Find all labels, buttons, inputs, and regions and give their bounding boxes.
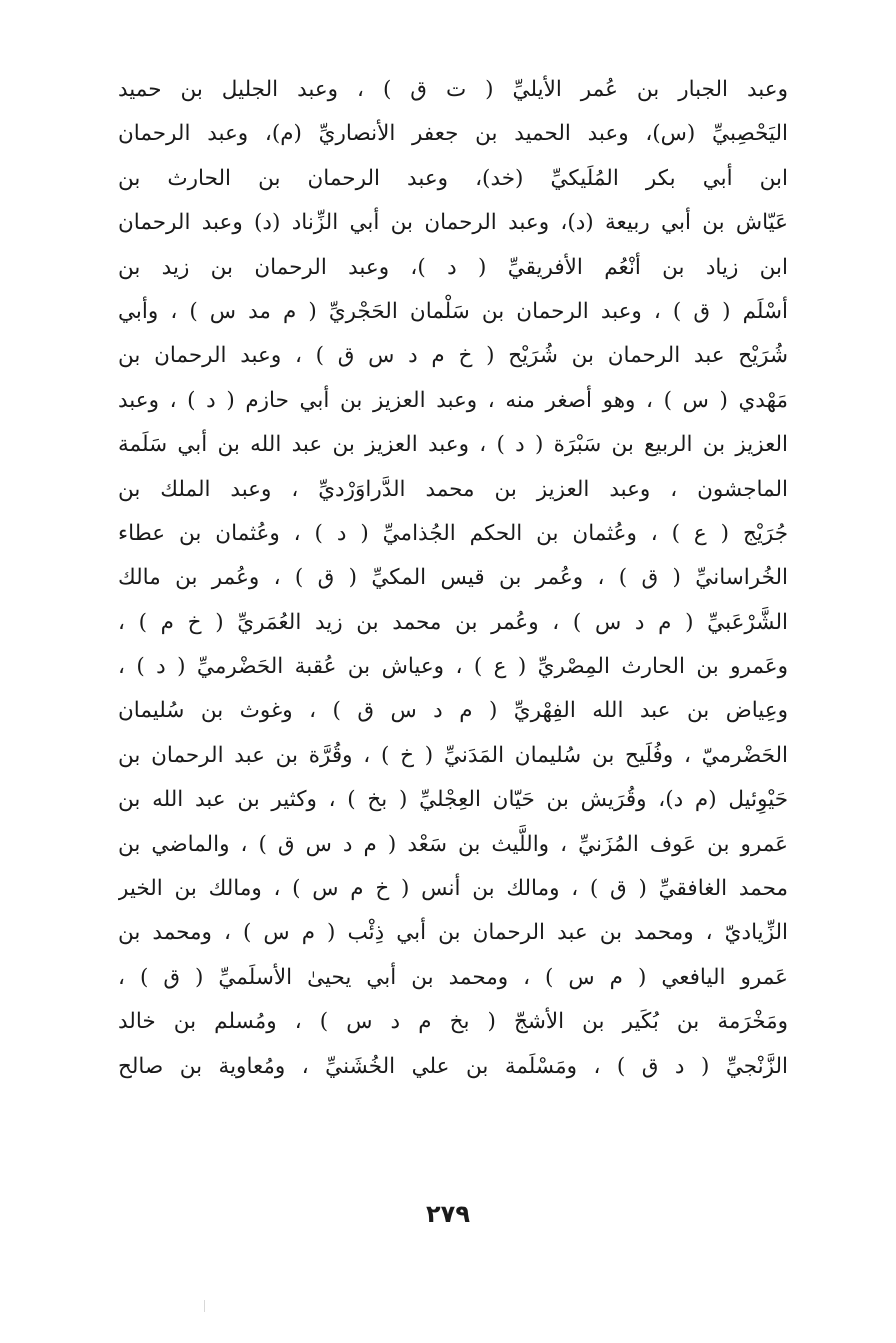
text-line: حَيْوِئيل (م د)، وقُرَيش بن حَيّان العِجْليِّ ( بخ ) ، وكثير بن عبد الله بن: [118, 787, 788, 813]
text-line: اليَحْصِبيِّ (س)، وعبد الحميد بن جعفر الأنصاريِّ (م)، وعبد الرحمان: [118, 121, 788, 147]
text-line: ابن أبي بكر المُلَيكيِّ (خد)، وعبد الرحمان بن الحارث بن: [118, 165, 788, 191]
text-line: العزيز بن الربيع بن سَبْرَة ( د ) ، وعبد العزيز بن عبد الله بن أبي سَلَمة: [118, 432, 788, 458]
text-line: وعِياض بن عبد الله الفِهْريِّ ( م د س ق ) ، وغوث بن سُليمان: [118, 698, 788, 724]
text-line: الخُراسانيِّ ( ق ) ، وعُمر بن قيس المكيِّ ( ق ) ، وعُمر بن مالك: [118, 565, 788, 591]
text-line: الماجشون ، وعبد العزيز بن محمد الدَّراوَرْديِّ ، وعبد الملك بن: [118, 476, 788, 502]
text-line: وعَمرو بن الحارث المِصْريِّ ( ع ) ، وعياش بن عُقبة الحَضْرميِّ ( د ) ،: [118, 654, 788, 680]
text-line: أسْلَم ( ق ) ، وعبد الرحمان بن سَلْمان الحَجْريِّ ( م مد س ) ، وأبي: [118, 298, 788, 324]
text-line: وعبد الجبار بن عُمر الأيليِّ ( ت ق ) ، وعبد الجليل بن حميد: [118, 77, 788, 102]
text-line: الزَّنْجيِّ ( د ق ) ، ومَسْلَمة بن علي الخُشَنيِّ ، ومُعاوية بن صالح: [118, 1053, 788, 1079]
text-line: عَيّاش بن أبي ربيعة (د)، وعبد الرحمان بن أبي الزِّناد (د) وعبد الرحمان: [118, 210, 788, 236]
text-line: ومَخْرَمة بن بُكَير بن الأشجّ ( بخ م د س ) ، ومُسلم بن خالد: [118, 1009, 788, 1035]
text-line: جُرَيْج ( ع ) ، وعُثمان بن الحكم الجُذاميِّ ( د ) ، وعُثمان بن عطاء: [118, 520, 788, 546]
text-line: الشَّرْعَبيِّ ( م د س ) ، وعُمر بن محمد بن زيد العُمَريِّ ( خ م ) ،: [118, 609, 788, 635]
text-line: عَمرو بن عَوف المُزَنيِّ ، واللَّيث بن سَعْد ( م د س ق ) ، والماضي بن: [118, 831, 788, 857]
text-line: الزِّياديّ ، ومحمد بن عبد الرحمان بن أبي ذِئْب ( م س ) ، ومحمد بن: [118, 920, 788, 946]
text-line: محمد الغافقيِّ ( ق ) ، ومالك بن أنس ( خ م س ) ، ومالك بن الخير: [118, 876, 788, 902]
text-line: شُرَيْح عبد الرحمان بن شُرَيْح ( خ م د س ق ) ، وعبد الرحمان بن: [118, 343, 788, 369]
page-number: ٢٧٩: [426, 1200, 470, 1228]
text-line: الحَضْرميّ ، وفُلَيح بن سُليمان المَدَنيِّ ( خ ) ، وقُرَّة بن عبد الرحمان بن: [118, 742, 788, 768]
text-line: ابن زياد بن أنْعُم الأفريقيِّ ( د )، وعبد الرحمان بن زيد بن: [118, 254, 788, 280]
scan-edge-mark: [204, 1300, 205, 1312]
text-line: عَمرو اليافعي ( م س ) ، ومحمد بن أبي يحيىٰ الأسلَميِّ ( ق ) ،: [118, 964, 788, 990]
text-body: [118, 68, 788, 1089]
text-line: مَهْدي ( س ) ، وهو أصغر منه ، وعبد العزيز بن أبي حازم ( د ) ، وعبد: [118, 387, 788, 413]
